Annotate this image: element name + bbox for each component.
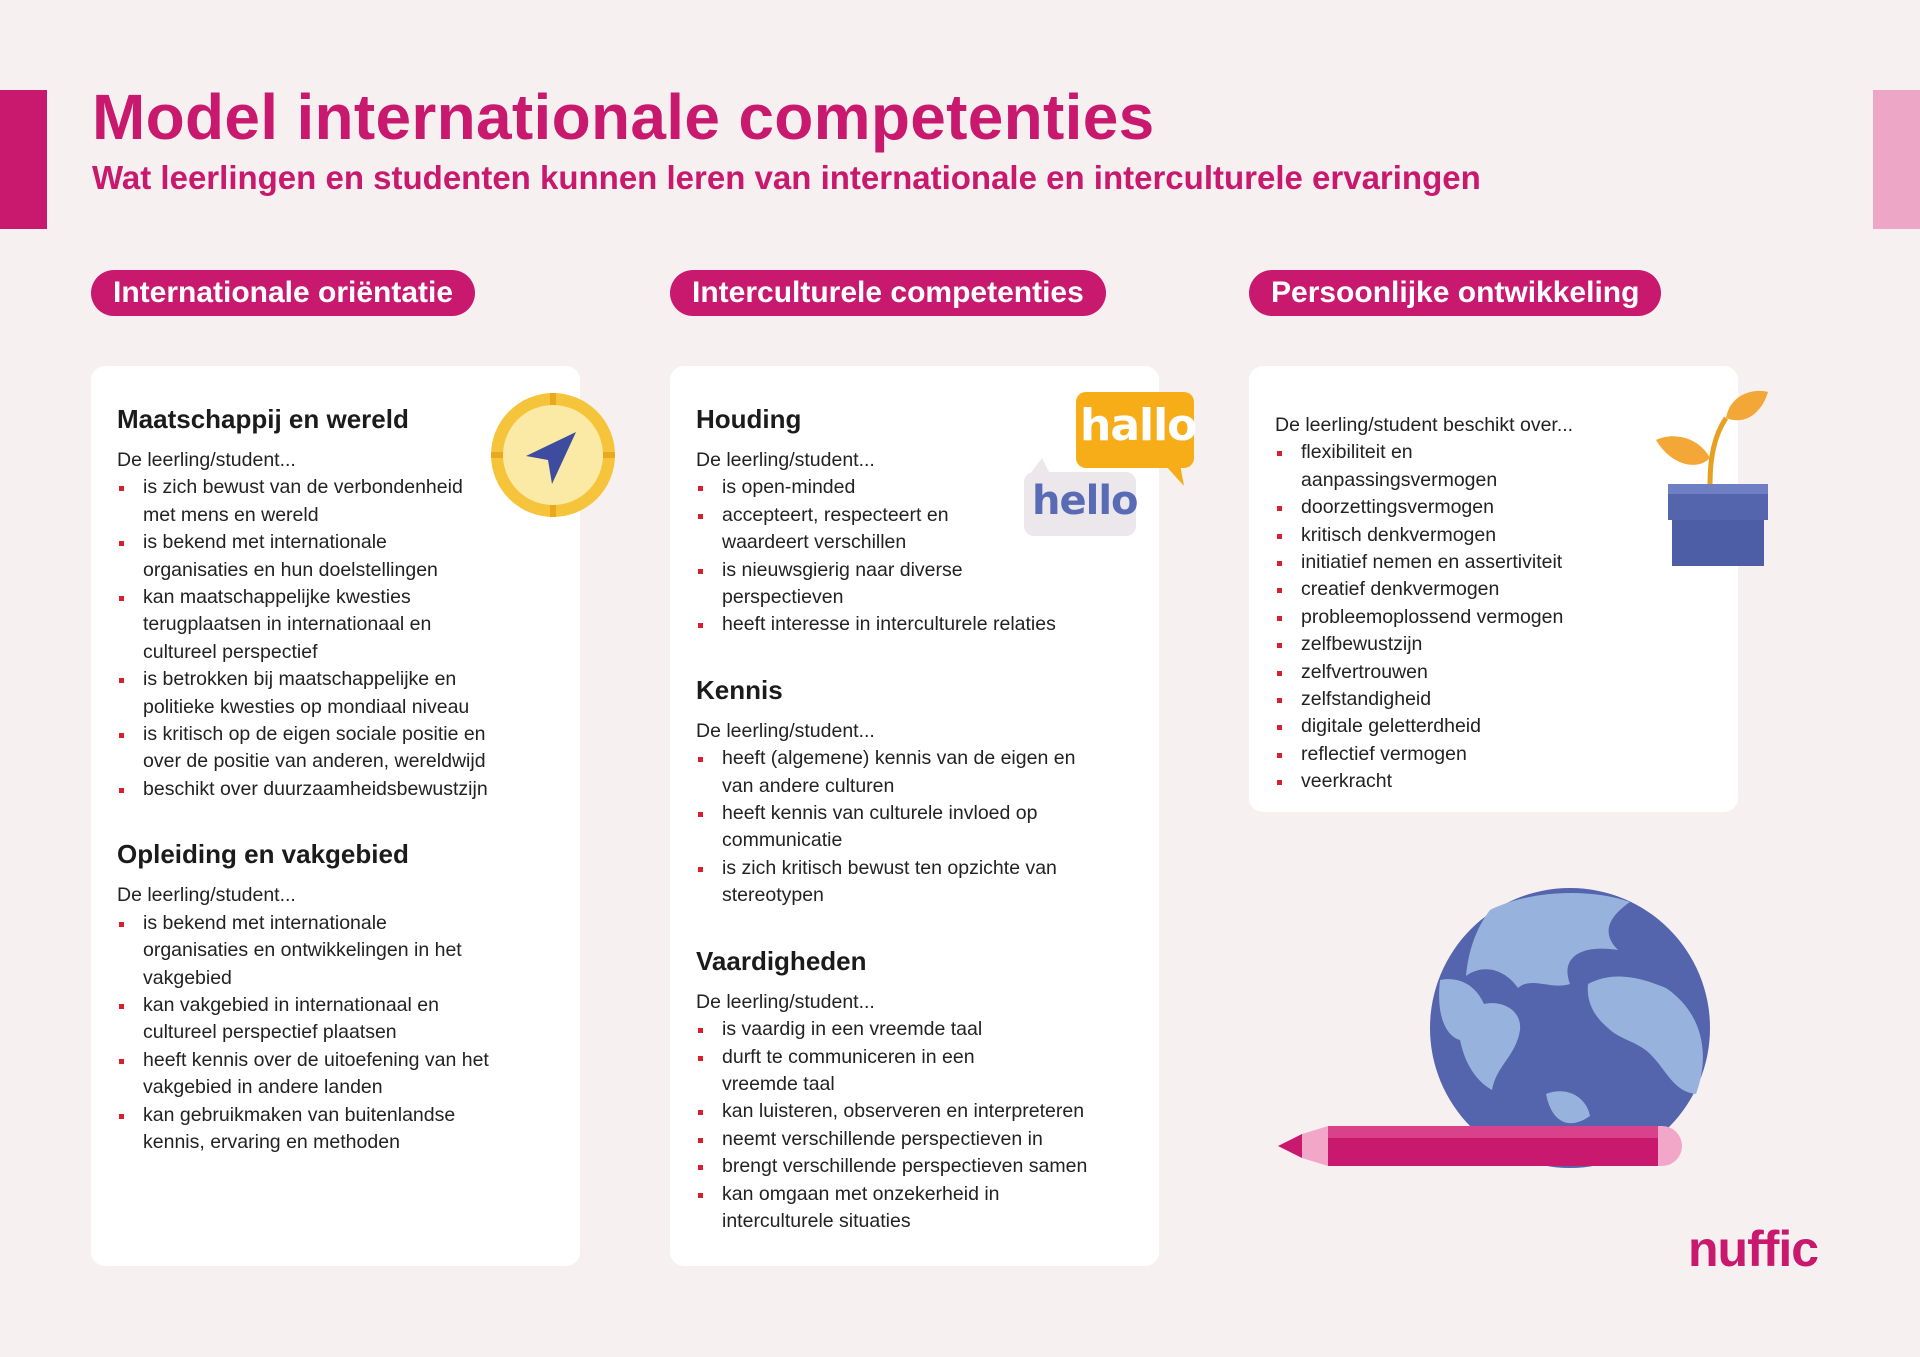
competence-list bbox=[696, 474, 1056, 638]
list-item: is open-minded bbox=[696, 474, 996, 501]
nuffic-logo: nuffic bbox=[1688, 1221, 1819, 1277]
list-item: is zich kritisch bewust ten opzichte van stereotypen bbox=[696, 855, 1096, 910]
list-item: kan gebruikmaken van buitenlandse kennis, ervaring en methoden bbox=[117, 1102, 490, 1157]
page-subtitle: Wat leerlingen en studenten kunnen leren van internationale en interculturele ervaringen bbox=[92, 159, 1481, 196]
right-accent-bar bbox=[1873, 90, 1920, 229]
list-item: reflectief vermogen bbox=[1275, 741, 1615, 768]
globe-icon bbox=[1270, 880, 1730, 1180]
plant-icon bbox=[1650, 388, 1775, 568]
list-item: is nieuwsgierig naar diverse perspectieven bbox=[696, 557, 996, 612]
list-item: is vaardig in een vreemde taal bbox=[696, 1016, 1137, 1043]
list-item: veerkracht bbox=[1275, 768, 1615, 795]
competence-list bbox=[696, 745, 1096, 909]
list-item: is bekend met internationale organisaties en ontwikkelingen in het vakgebied bbox=[117, 910, 490, 992]
list-item: kritisch denkvermogen bbox=[1275, 522, 1615, 549]
section-title: Maatschappij en wereld bbox=[117, 404, 409, 434]
section-intro: De leerling/student... bbox=[696, 449, 875, 471]
section-intro: De leerling/student... bbox=[696, 719, 875, 742]
list-item: initiatief nemen en assertiviteit bbox=[1275, 549, 1615, 576]
list-item: beschikt over duurzaamheidsbewustzijn bbox=[117, 776, 490, 803]
left-accent-bar bbox=[0, 90, 47, 229]
list-item: kan omgaan met onzekerheid in interculturele situaties bbox=[696, 1181, 1062, 1236]
competence-list bbox=[117, 910, 490, 1157]
list-item: accepteert, respecteert en waardeert verschillen bbox=[696, 502, 996, 557]
list-item: heeft interesse in interculturele relaties bbox=[696, 611, 1142, 638]
competence-list bbox=[117, 474, 490, 803]
list-item: is zich bewust van de verbondenheid met mens en wereld bbox=[117, 474, 490, 529]
section-title: Kennis bbox=[696, 674, 783, 705]
list-item: heeft kennis over de uitoefening van het vakgebied in andere landen bbox=[117, 1047, 490, 1102]
competence-list bbox=[1275, 439, 1615, 795]
list-item: creatief denkvermogen bbox=[1275, 576, 1615, 603]
list-item: probleemoplossend vermogen bbox=[1275, 604, 1615, 631]
list-item: zelfvertrouwen bbox=[1275, 659, 1615, 686]
section-intro: De leerling/student beschikt over... bbox=[1275, 414, 1574, 436]
list-item: brengt verschillende perspectieven samen bbox=[696, 1153, 1137, 1180]
pill-interculturele-competenties: Interculturele competenties bbox=[670, 270, 1106, 316]
section-opleiding-en-vakgebied bbox=[117, 839, 490, 1156]
section-title: Houding bbox=[696, 404, 802, 434]
list-item: flexibiliteit en aanpassingsvermogen bbox=[1275, 439, 1461, 494]
competence-list bbox=[696, 1016, 1137, 1235]
list-item: is kritisch op de eigen sociale positie en over de positie van anderen, wereldwijd bbox=[117, 721, 490, 776]
compass-icon bbox=[488, 390, 618, 520]
section-vaardigheden bbox=[696, 946, 1137, 1236]
section-title: Vaardigheden bbox=[696, 945, 867, 976]
section-title: Opleiding en vakgebied bbox=[117, 839, 409, 870]
page-title: Model internationale competenties bbox=[92, 81, 1155, 153]
list-item: kan luisteren, observeren en interpreteren bbox=[696, 1098, 1137, 1125]
section-kennis bbox=[696, 675, 1137, 910]
list-item: zelfstandigheid bbox=[1275, 686, 1615, 713]
list-item: heeft kennis van culturele invloed op communicatie bbox=[696, 800, 1096, 855]
pill-internationale-orientatie: Internationale oriëntatie bbox=[91, 270, 475, 316]
hello-bubble-text: hello bbox=[1032, 478, 1138, 524]
speech-bubbles-icon bbox=[1024, 390, 1196, 546]
section-intro: De leerling/student... bbox=[117, 449, 296, 471]
section-intro: De leerling/student... bbox=[696, 990, 875, 1013]
pill-persoonlijke-ontwikkeling: Persoonlijke ontwikkeling bbox=[1249, 270, 1661, 316]
list-item: neemt verschillende perspectieven in bbox=[696, 1126, 1137, 1153]
list-item: digitale geletterdheid bbox=[1275, 713, 1615, 740]
list-item: is bekend met internationale organisaties en hun doelstellingen bbox=[117, 529, 490, 584]
list-item: kan maatschappelijke kwesties terugplaatsen in internationaal en cultureel perspectief bbox=[117, 584, 490, 666]
list-item: doorzettingsvermogen bbox=[1275, 494, 1615, 521]
list-item: heeft (algemene) kennis van de eigen en van andere culturen bbox=[696, 745, 1096, 800]
list-item: zelfbewustzijn bbox=[1275, 631, 1615, 658]
hallo-bubble-text: hallo bbox=[1080, 400, 1197, 451]
section-maatschappij-en-wereld bbox=[117, 404, 490, 803]
list-item: is betrokken bij maatschappelijke en politieke kwesties op mondiaal niveau bbox=[117, 666, 490, 721]
list-item: durft te communiceren in een vreemde taal bbox=[696, 1044, 1022, 1099]
list-item: kan vakgebied in internationaal en cultureel perspectief plaatsen bbox=[117, 992, 490, 1047]
section-intro: De leerling/student... bbox=[117, 884, 296, 907]
